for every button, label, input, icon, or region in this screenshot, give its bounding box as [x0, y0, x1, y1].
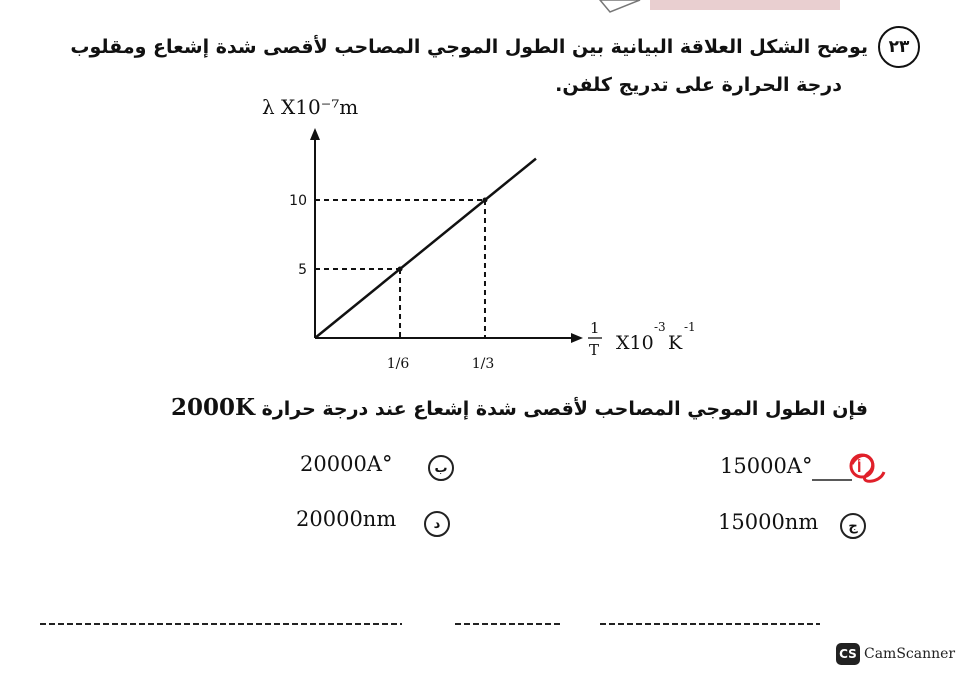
option-d-value[interactable]: 20000nm: [296, 507, 397, 531]
y-axis-label: λ X10⁻⁷m: [262, 95, 359, 119]
x-tick-label: 1/6: [386, 356, 410, 372]
data-point: [482, 198, 487, 203]
question-text-line1: يوضح الشكل العلاقة البيانية بين الطول الموجي المصاحب لأقصى شدة إشعاع ومقلوب: [70, 36, 868, 58]
camscanner-text: CamScanner: [864, 646, 956, 662]
svg-text:أ: أ: [857, 461, 862, 476]
option-c-marker[interactable]: ج: [840, 513, 866, 539]
svg-text:K: K: [668, 332, 683, 354]
svg-text:-3: -3: [654, 320, 666, 334]
x-axis-arrow: [571, 333, 583, 343]
question-text-line2: درجة الحرارة على تدريج كلفن.: [555, 74, 842, 96]
svg-text:T: T: [589, 341, 600, 359]
option-b-value[interactable]: 20000A°: [300, 452, 393, 476]
camscanner-logo: CS: [836, 643, 860, 665]
sub-question-text: فإن الطول الموجي المصاحب لأقصى شدة إشعاع عند درجة حرارة: [261, 398, 868, 420]
svg-text:-1: -1: [684, 320, 696, 334]
option-c-value[interactable]: 15000nm: [718, 510, 819, 534]
question-number: ٢٣: [878, 26, 920, 68]
data-line: [315, 159, 536, 338]
bottom-dashed-rule: [40, 612, 880, 630]
y-tick-label: 5: [298, 262, 307, 278]
y-tick-label: 10: [289, 193, 307, 209]
svg-text:X10: X10: [616, 332, 654, 354]
svg-text:1: 1: [590, 319, 600, 337]
data-point: [398, 267, 403, 272]
option-a-value[interactable]: 15000A°: [720, 454, 813, 478]
y-axis-arrow: [310, 128, 320, 140]
x-axis-label: [588, 319, 696, 359]
option-d-marker[interactable]: د: [424, 511, 450, 537]
option-a-selected-mark: [812, 444, 892, 489]
option-b-marker[interactable]: ب: [428, 455, 454, 481]
camscanner-watermark: [836, 643, 955, 665]
temperature-value: 2000K: [170, 394, 255, 421]
sub-question: [171, 394, 868, 421]
x-tick-label: 1/3: [471, 356, 495, 372]
